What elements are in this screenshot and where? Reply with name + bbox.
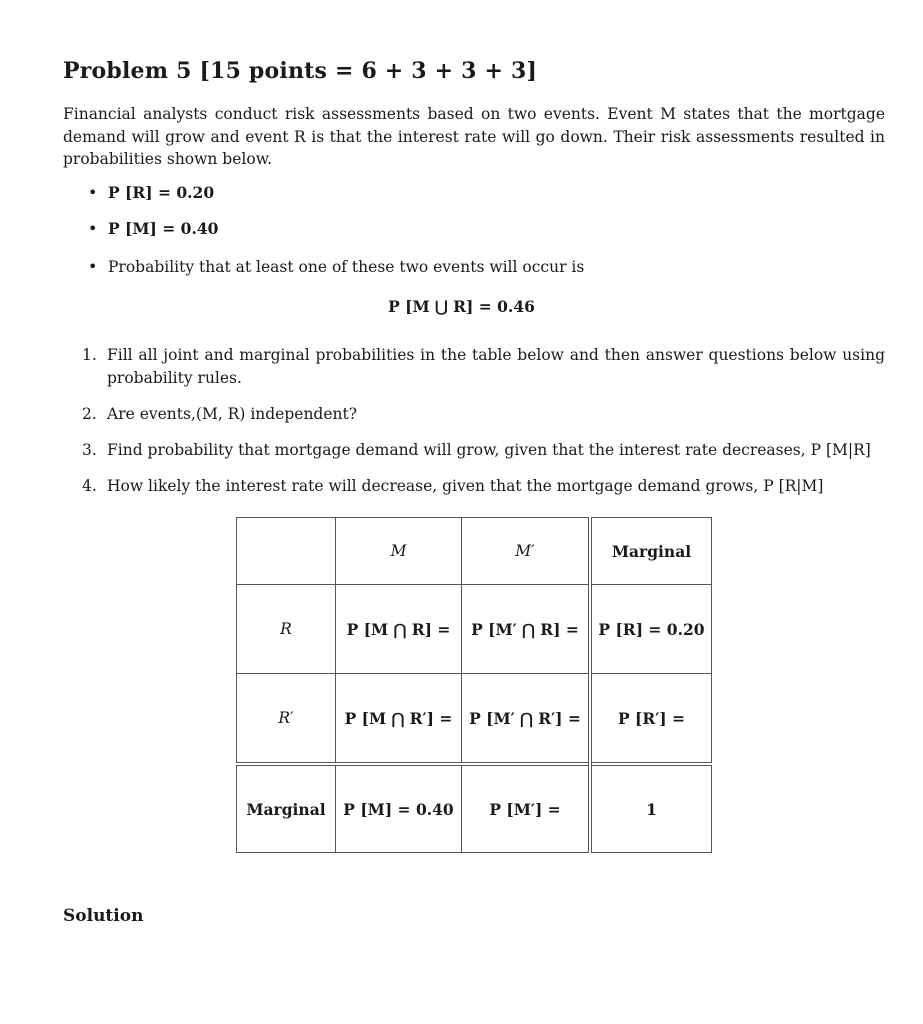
question-item-1 [82,344,885,389]
table-header-m [336,518,462,585]
given-list [88,182,584,278]
table-row-r-prime [237,674,712,765]
given-item-pr [88,182,584,204]
table-header-marginal [590,518,712,585]
question-number: 1. [82,346,97,364]
question-number: 4. [82,477,97,495]
question-text: Are events,(M, R) independent? [107,405,358,423]
cell-mprime-and-rprime [462,674,591,765]
row-label-r [237,585,336,674]
table-header-m-prime [462,518,591,585]
table-row-marginal [237,764,712,853]
cell-marginal-m [336,764,462,853]
question-text: Find probability that mortgage demand will grow, given that the interest rate decreases, P [M|R] [107,440,871,459]
cell-m-and-r [336,585,462,674]
cell-total-text: 1 [646,799,657,819]
probability-table [236,517,712,853]
given-item-pm [88,218,584,240]
cell-marginal-rprime [590,674,712,765]
cell-m-and-r-text: P [M ⋂ R] = [346,619,451,639]
question-list [82,344,885,511]
cell-m-and-rprime [336,674,462,765]
cell-marginal-mprime-text: P [M′] = [489,799,561,819]
cell-total [590,764,712,853]
cell-mprime-and-r-text: P [M′ ⋂ R] = [471,619,579,639]
cell-marginal-m-text: P [M] = 0.40 [343,799,454,819]
row-label-marginal [237,764,336,853]
question-number: 2. [82,405,97,423]
question-text: How likely the interest rate will decrease, given that the mortgage demand grows, P [R|M] [107,477,824,495]
union-equation [0,297,923,316]
given-at-least-one-text: Probability that at least one of these two events will occur is [108,258,585,276]
given-item-at-least-one [88,256,584,278]
bullet-icon: • [88,219,98,238]
given-union: P [M ⋃ R] = 0.46 [388,297,535,316]
bullet-icon: • [88,257,98,276]
question-item-4 [82,475,885,498]
table-row-r [237,585,712,674]
cell-marginal-mprime [462,764,591,853]
given-pr: P [R] = 0.20 [108,183,215,202]
question-text: Fill all joint and marginal probabilities in the table below and then answer questions below using probability rules. [107,346,885,387]
bullet-icon: • [88,183,98,202]
cell-marginal-rprime-text: P [R′] = [617,708,686,728]
row-label-marginal-text: Marginal [246,799,326,819]
header-m-text: M [390,542,407,560]
header-marginal-text: Marginal [611,541,692,561]
cell-m-and-rprime-text: P [M ⋂ R′] = [344,708,453,728]
row-label-r-prime-text: R′ [278,709,294,727]
question-item-3 [82,439,885,462]
table-header-row [237,518,712,585]
problem-intro: Financial analysts conduct risk assessments based on two events. Event M states that the mortgage demand will grow and event R is that the interest rate will go down. Their risk assessments resulted in probabilities shown below. [63,105,885,168]
row-label-r-text: R [280,620,292,638]
solution-heading: Solution [63,906,144,926]
given-pm: P [M] = 0.40 [108,219,219,238]
table-cell-corner [237,518,336,585]
row-label-r-prime [237,674,336,765]
cell-marginal-r-text: P [R] = 0.20 [598,619,705,639]
problem-title: Problem 5 [15 points = 6 + 3 + 3 + 3] [63,58,538,84]
question-number: 3. [82,440,97,459]
cell-mprime-and-r [462,585,591,674]
question-item-2 [82,403,885,426]
header-m-prime-text: M′ [515,542,535,560]
cell-mprime-and-rprime-text: P [M′ ⋂ R′] = [469,708,581,728]
cell-marginal-r [590,585,712,674]
